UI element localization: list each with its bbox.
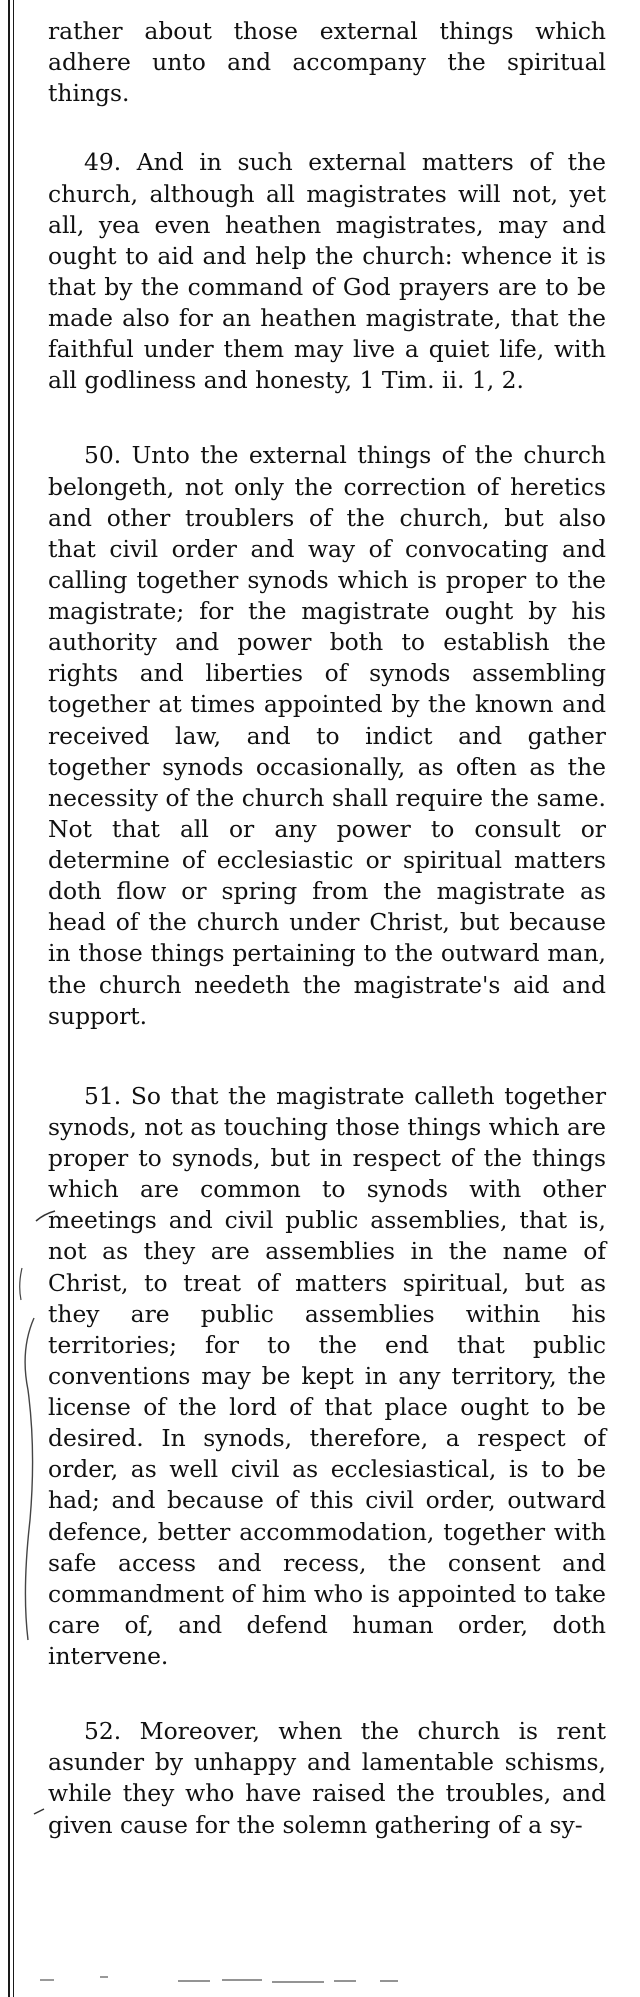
pencil-bracket-mark <box>25 1318 34 1640</box>
paragraph-52: 52. Moreover, when the church is rent asunder by unhappy and lamentable schisms, while they who have raised the troubles, and given cause for the solemn gathering of a sy- <box>48 1717 606 1839</box>
pencil-bracket-mark <box>20 1268 22 1300</box>
margin-rule-outer <box>8 0 10 1997</box>
margin-rule-inner <box>13 0 14 1997</box>
paragraph-50: 50. Unto the external things of the church belongeth, not only the correction of heretics and other troublers of the church, but also that civil order and way of convocating and calling together synods which is proper to the magistrate; for the magistrate ought by his authority and power both to establish the rights and liberties of synods assembling together at times appointed by the known and received law, and to indict and gather together synods occasionally, as often as the necessity of the church shall require the same. Not that all or any power to consult or determine of ecclesiastic or spiritual matters doth flow or spring from the magistrate as head of the church under Christ, but because in those things pertaining to the outward man, the church needeth the magistrate's aid and support. <box>48 441 606 1030</box>
pencil-dash-mark <box>34 1809 44 1814</box>
paragraph-51: 51. So that the magistrate calleth together synods, not as touching those things which are proper to synods, but in respect of the things which are common to synods with other meetings and civil public assemblies, that is, not as they are assemblies in the name of Christ, to treat of matters spiritual, but as they are public assemblies within his territories; for to the end that public conventions may be kept in any territory, the license of the lord of that place ought to be desired. In synods, therefore, a respect of order, as well civil as ecclesiastical, is to be had; and because of this civil order, outward defence, better accommodation, together with safe access and recess, the consent and commandment of him who is appointed to take care of, and defend human order, doth intervene. <box>48 1081 606 1670</box>
text-column <box>48 16 606 1841</box>
paragraph-49: 49. And in such external matters of the church, although all magistrates will not, yet all, yea even heathen magistrates, may and ought to aid and help the church: whence it is that by the command of God prayers are to be made also for an heathen magistrate, that the faithful under them may live a quiet life, with all godliness and honesty, 1 Tim. ii. 1, 2. <box>48 148 606 395</box>
footer-scan-artifacts <box>0 1950 640 1990</box>
paragraph-continuation: rather about those external things which adhere unto and accompany the spiritual things. <box>48 17 606 108</box>
